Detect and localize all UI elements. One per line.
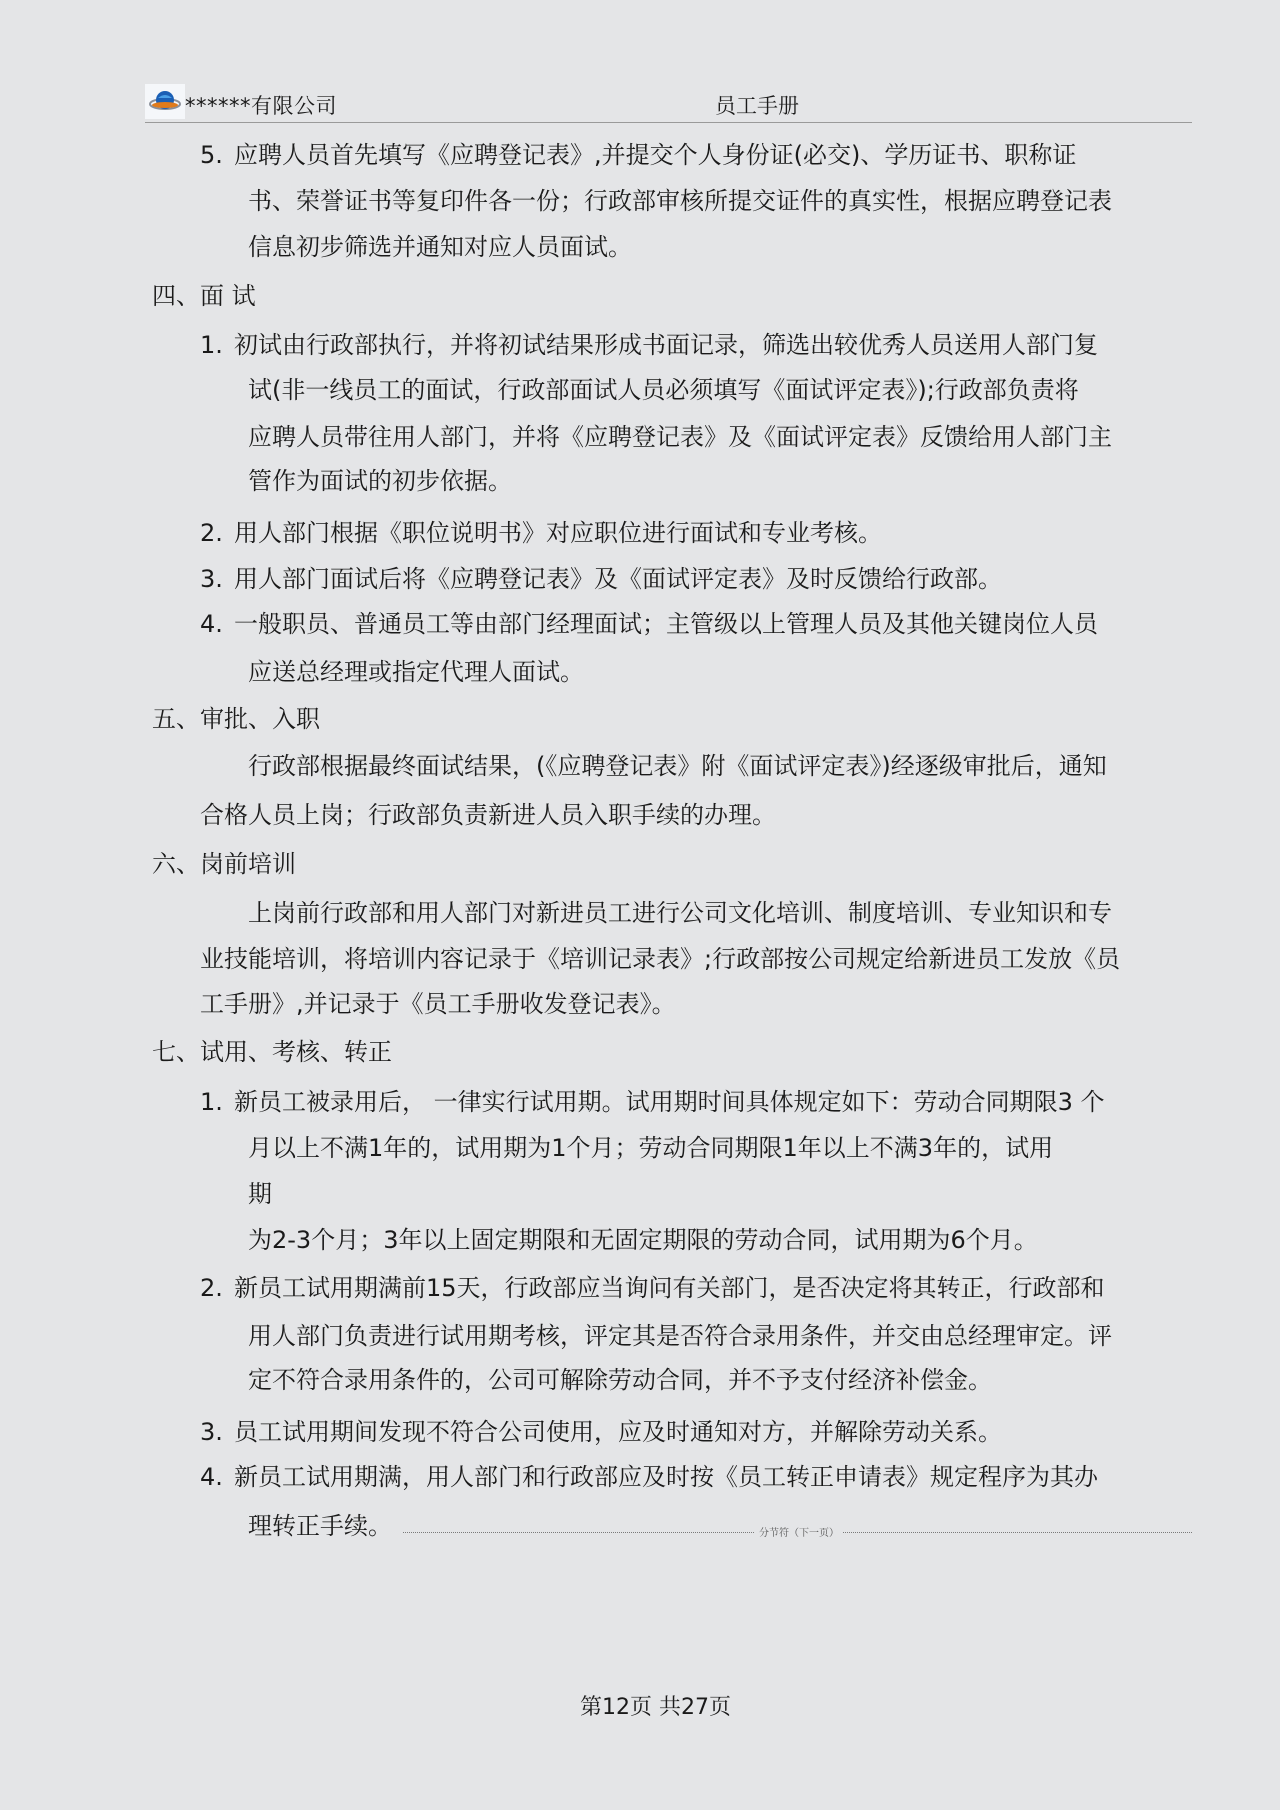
list-item-3 bbox=[200, 563, 1002, 595]
paragraph-line: 为2-3个月；3年以上固定期限和无固定期限的劳动合同，试用期为6个月。 bbox=[248, 1226, 1038, 1254]
paragraph-line: 管作为面试的初步依据。 bbox=[248, 467, 512, 495]
paragraph-line: 理转正手续。 bbox=[248, 1512, 392, 1540]
paragraph-line: 期 bbox=[248, 1180, 272, 1208]
paragraph-line: 合格人员上岗；行政部负责新进人员入职手续的办理。 bbox=[200, 801, 776, 829]
paragraph-line: 用人部门根据《职位说明书》对应职位进行面试和专业考核。 bbox=[234, 519, 882, 547]
paragraph-line: 员工试用期间发现不符合公司使用，应及时通知对方，并解除劳动关系。 bbox=[234, 1418, 1002, 1446]
item-number: 4. bbox=[200, 610, 223, 638]
page-number: 第12页 共27页 bbox=[580, 1695, 731, 1720]
paragraph-line: 应聘人员首先填写《应聘登记表》,并提交个人身份证(必交)、学历证书、职称证 bbox=[234, 141, 1077, 169]
list-item-2 bbox=[200, 1272, 1105, 1304]
list-item-1 bbox=[200, 329, 1098, 361]
item-number: 3. bbox=[200, 1418, 223, 1446]
paragraph-line: 新员工试用期满，用人部门和行政部应及时按《员工转正申请表》规定程序为其办 bbox=[234, 1463, 1098, 1491]
paragraph-line: 信息初步筛选并通知对应人员面试。 bbox=[248, 233, 632, 261]
paragraph-line: 上岗前行政部和用人部门对新进员工进行公司文化培训、制度培训、专业知识和专 bbox=[248, 899, 1112, 927]
section-break-label: 分节符（下一页） bbox=[755, 1524, 843, 1539]
company-logo bbox=[145, 84, 185, 119]
section-heading-interview: 四、面 试 bbox=[152, 282, 256, 310]
item-number: 3. bbox=[200, 565, 223, 593]
list-item-1 bbox=[200, 1086, 1105, 1118]
paragraph-line: 初试由行政部执行，并将初试结果形成书面记录，筛选出较优秀人员送用人部门复 bbox=[234, 331, 1098, 359]
section-heading-approval: 五、审批、入职 bbox=[152, 705, 320, 733]
document-title: 员工手册 bbox=[715, 94, 799, 118]
paragraph-line: 应送总经理或指定代理人面试。 bbox=[248, 658, 584, 686]
section-heading-training: 六、岗前培训 bbox=[152, 850, 296, 878]
paragraph-line: 一般职员、普通员工等由部门经理面试；主管级以上管理人员及其他关键岗位人员 bbox=[234, 610, 1098, 638]
list-item-5 bbox=[200, 139, 1076, 171]
list-item-4 bbox=[200, 608, 1098, 640]
paragraph-line: 用人部门负责进行试用期考核，评定其是否符合录用条件，并交由总经理审定。评 bbox=[248, 1322, 1112, 1350]
paragraph-line: 行政部根据最终面试结果，(《应聘登记表》附《面试评定表》)经逐级审批后，通知 bbox=[248, 752, 1107, 780]
item-number: 2. bbox=[200, 519, 223, 547]
paragraph-line: 工手册》,并记录于《员工手册收发登记表》。 bbox=[200, 990, 676, 1018]
paragraph-line: 月以上不满1年的，试用期为1个月；劳动合同期限1年以上不满3年的，试用 bbox=[248, 1134, 1054, 1162]
paragraph-line: 新员工被录用后， 一律实行试用期。试用期时间具体规定如下：劳动合同期限3 个 bbox=[234, 1088, 1105, 1116]
paragraph-line: 新员工试用期满前15天，行政部应当询问有关部门，是否决定将其转正，行政部和 bbox=[234, 1274, 1105, 1302]
item-number: 4. bbox=[200, 1463, 223, 1491]
section-heading-probation: 七、试用、考核、转正 bbox=[152, 1038, 392, 1066]
list-item-3 bbox=[200, 1416, 1002, 1448]
item-number: 5. bbox=[200, 141, 223, 169]
list-item-2 bbox=[200, 517, 882, 549]
company-name: ******有限公司 bbox=[185, 94, 337, 118]
item-number: 2. bbox=[200, 1274, 223, 1302]
paragraph-line: 定不符合录用条件的，公司可解除劳动合同，并不予支付经济补偿金。 bbox=[248, 1366, 992, 1394]
page-header bbox=[145, 84, 1192, 123]
paragraph-line: 业技能培训，将培训内容记录于《培训记录表》;行政部按公司规定给新进员工发放《员 bbox=[200, 945, 1121, 973]
paragraph-line: 应聘人员带往用人部门，并将《应聘登记表》及《面试评定表》反馈给用人部门主 bbox=[248, 423, 1112, 451]
paragraph-line: 试(非一线员工的面试，行政部面试人员必须填写《面试评定表》);行政部负责将 bbox=[248, 376, 1079, 404]
item-number: 1. bbox=[200, 331, 223, 359]
paragraph-line: 用人部门面试后将《应聘登记表》及《面试评定表》及时反馈给行政部。 bbox=[234, 565, 1002, 593]
paragraph-line: 书、荣誉证书等复印件各一份；行政部审核所提交证件的真实性，根据应聘登记表 bbox=[248, 187, 1112, 215]
list-item-4 bbox=[200, 1461, 1098, 1493]
item-number: 1. bbox=[200, 1088, 223, 1116]
